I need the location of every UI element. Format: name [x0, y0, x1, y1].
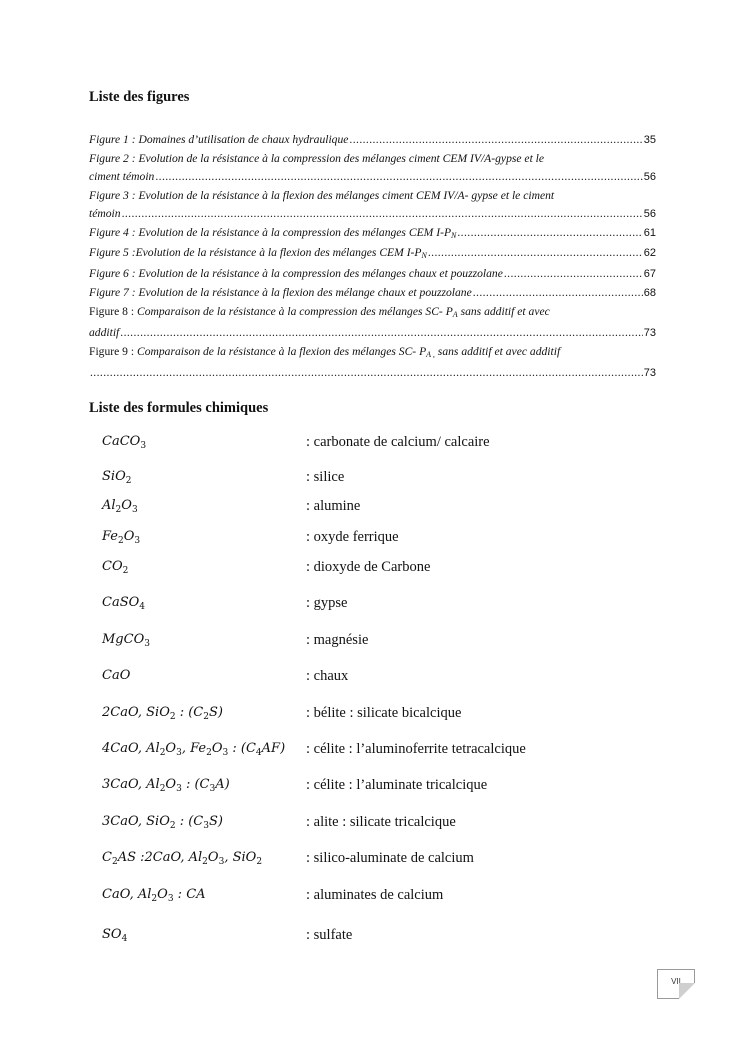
formula-description: : gypse	[306, 595, 348, 611]
toc-page: 56	[643, 170, 656, 183]
toc-label: témoin	[89, 206, 121, 220]
formula-description: : aluminates de calcium	[306, 887, 444, 903]
formula-row	[102, 705, 662, 727]
chemical-formula: 2CaO, SiO$_2$ : $(C_2S)$	[102, 705, 223, 722]
dot-leader	[155, 168, 642, 186]
toc-label-sub: A ,	[426, 349, 435, 359]
toc-label-after: sans additif et avec additif	[434, 344, 561, 358]
page-number: VII	[671, 977, 681, 986]
chemical-formula: CaO, $Al_2O_3$ : CA	[102, 887, 206, 904]
toc-label-sub: A	[452, 310, 458, 320]
toc-entry[interactable]	[89, 364, 656, 383]
toc-page: 73	[643, 366, 656, 379]
formula-description: : sulfate	[306, 927, 353, 943]
toc-page: 62	[643, 247, 656, 260]
formula-description: : silico-aluminate de calcium	[306, 850, 474, 866]
chemical-formula: 3CaO, $Al_2O_3$ : $(C_3A)$	[102, 777, 230, 794]
figures-list	[89, 131, 656, 383]
page-corner-fold	[679, 983, 695, 999]
toc-label-main: Comparaison de la résistance à la flexion des mélanges SC- P	[136, 344, 427, 358]
formula-description: : dioxyde de Carbone	[306, 559, 431, 575]
chemical-formula: CaO	[102, 668, 131, 683]
toc-label-main: Figure 4 : Evolution de la résistance à la compression des mélanges CEM I-P	[89, 225, 452, 239]
chemical-formula: CaCO$_3$	[102, 434, 147, 451]
formula-row	[102, 814, 662, 836]
toc-label-after: sans additif et avec	[457, 305, 550, 319]
toc-entry[interactable]	[89, 205, 656, 224]
toc-entry[interactable]	[89, 224, 656, 245]
formula-description: : silice	[306, 469, 345, 485]
formula-row	[102, 668, 662, 690]
toc-page: 56	[643, 207, 656, 220]
chemical-formula: $C_2AS$ :2CaO, $Al_2O_3$, SiO$_2$	[102, 850, 263, 867]
toc-entry[interactable]	[89, 284, 656, 303]
formula-description: : carbonate de calcium/ calcaire	[306, 434, 490, 450]
toc-entry-first-line[interactable]: Figure 2 : Evolution de la résistance à la compression des mélanges ciment CEM IV/A-gypse et le	[89, 151, 545, 165]
toc-entry[interactable]	[89, 244, 656, 265]
chemical-formula: $SO_4$	[102, 927, 128, 944]
toc-entry[interactable]	[89, 168, 656, 187]
chemical-formula: $CO_2$	[102, 559, 129, 576]
chemical-formula: CaSO$_4$	[102, 595, 145, 612]
toc-entry-first-line[interactable]: Figure 3 : Evolution de la résistance à la flexion des mélanges ciment CEM IV/A- gypse et le ciment	[89, 188, 555, 202]
formula-row	[102, 529, 662, 551]
formula-row	[102, 777, 662, 799]
dot-leader	[120, 324, 642, 342]
formula-description: : alite : silicate tricalcique	[306, 814, 456, 830]
chemical-formula: 4CaO, $Al_2O_3$, $Fe_2O_3$ : $(C_4AF)$	[102, 741, 286, 758]
chemical-formula: $Al_2O_3$	[102, 498, 138, 515]
toc-label: Figure 6 : Evolution de la résistance à la compression des mélanges chaux et pouzzolane	[89, 267, 503, 281]
formula-row	[102, 469, 662, 491]
formula-description: : bélite : silicate bicalcique	[306, 705, 462, 721]
dot-leader	[457, 224, 642, 242]
chemical-formula: SiO$_2$	[102, 469, 132, 486]
toc-label-main: Comparaison de la résistance à la compression des mélanges SC- P	[136, 305, 453, 319]
formula-description: : célite : l’aluminoferrite tetracalcique	[306, 741, 526, 757]
toc-label: additif	[89, 326, 120, 340]
toc-entry[interactable]	[89, 265, 656, 284]
toc-entry-first-line[interactable]	[89, 303, 656, 324]
toc-label-sub: N	[421, 251, 427, 261]
formulas-heading: Liste des formules chimiques	[89, 400, 269, 416]
toc-page: 35	[643, 134, 656, 146]
chemical-formula: $Fe_2O_3$	[102, 529, 141, 546]
formula-row	[102, 498, 662, 520]
figure-prefix: Figure 8 :	[89, 305, 137, 319]
toc-label-sub: N	[451, 230, 457, 240]
toc-label: ciment témoin	[89, 169, 155, 183]
toc-label	[89, 244, 427, 265]
toc-label-main: Figure 5 :Evolution de la résistance à la flexion des mélanges CEM I-P	[89, 246, 422, 260]
formula-row	[102, 741, 662, 763]
toc-label	[89, 224, 456, 245]
formula-row	[102, 434, 662, 456]
toc-page: 61	[643, 226, 656, 239]
formula-row	[102, 595, 662, 617]
formula-description: : magnésie	[306, 632, 369, 648]
page-number-tab	[657, 969, 695, 999]
figure-prefix: Figure 9 :	[89, 344, 137, 358]
dot-leader	[349, 131, 642, 149]
toc-entry[interactable]	[89, 324, 656, 343]
toc-entry[interactable]	[89, 131, 656, 150]
formula-row	[102, 632, 662, 654]
toc-page: 73	[643, 327, 656, 340]
figures-heading: Liste des figures	[89, 89, 190, 105]
toc-label: Figure 1 : Domaines d’utilisation de chaux hydraulique	[89, 133, 349, 146]
toc-page: 68	[643, 287, 656, 300]
toc-entry-first-line[interactable]	[89, 343, 656, 364]
toc-page: 67	[643, 268, 656, 281]
formula-row	[102, 927, 662, 949]
formula-description: : alumine	[306, 498, 361, 514]
dot-leader	[428, 244, 643, 262]
formula-row	[102, 850, 662, 872]
formula-row	[102, 887, 662, 909]
chemical-formula: 3CaO, SiO$_2$ : $(C_3S)$	[102, 814, 223, 831]
dot-leader	[504, 265, 643, 283]
formula-description: : chaux	[306, 668, 349, 684]
dot-leader	[122, 205, 643, 223]
dot-leader	[90, 364, 643, 382]
formula-description: : oxyde ferrique	[306, 529, 399, 545]
dot-leader	[473, 284, 643, 302]
formula-row	[102, 559, 662, 581]
chemical-formula: MgCO$_3$	[102, 632, 150, 649]
toc-label: Figure 7 : Evolution de la résistance à la flexion des mélange chaux et pouzzolane	[89, 286, 472, 300]
formula-description: : célite : l’aluminate tricalcique	[306, 777, 488, 793]
